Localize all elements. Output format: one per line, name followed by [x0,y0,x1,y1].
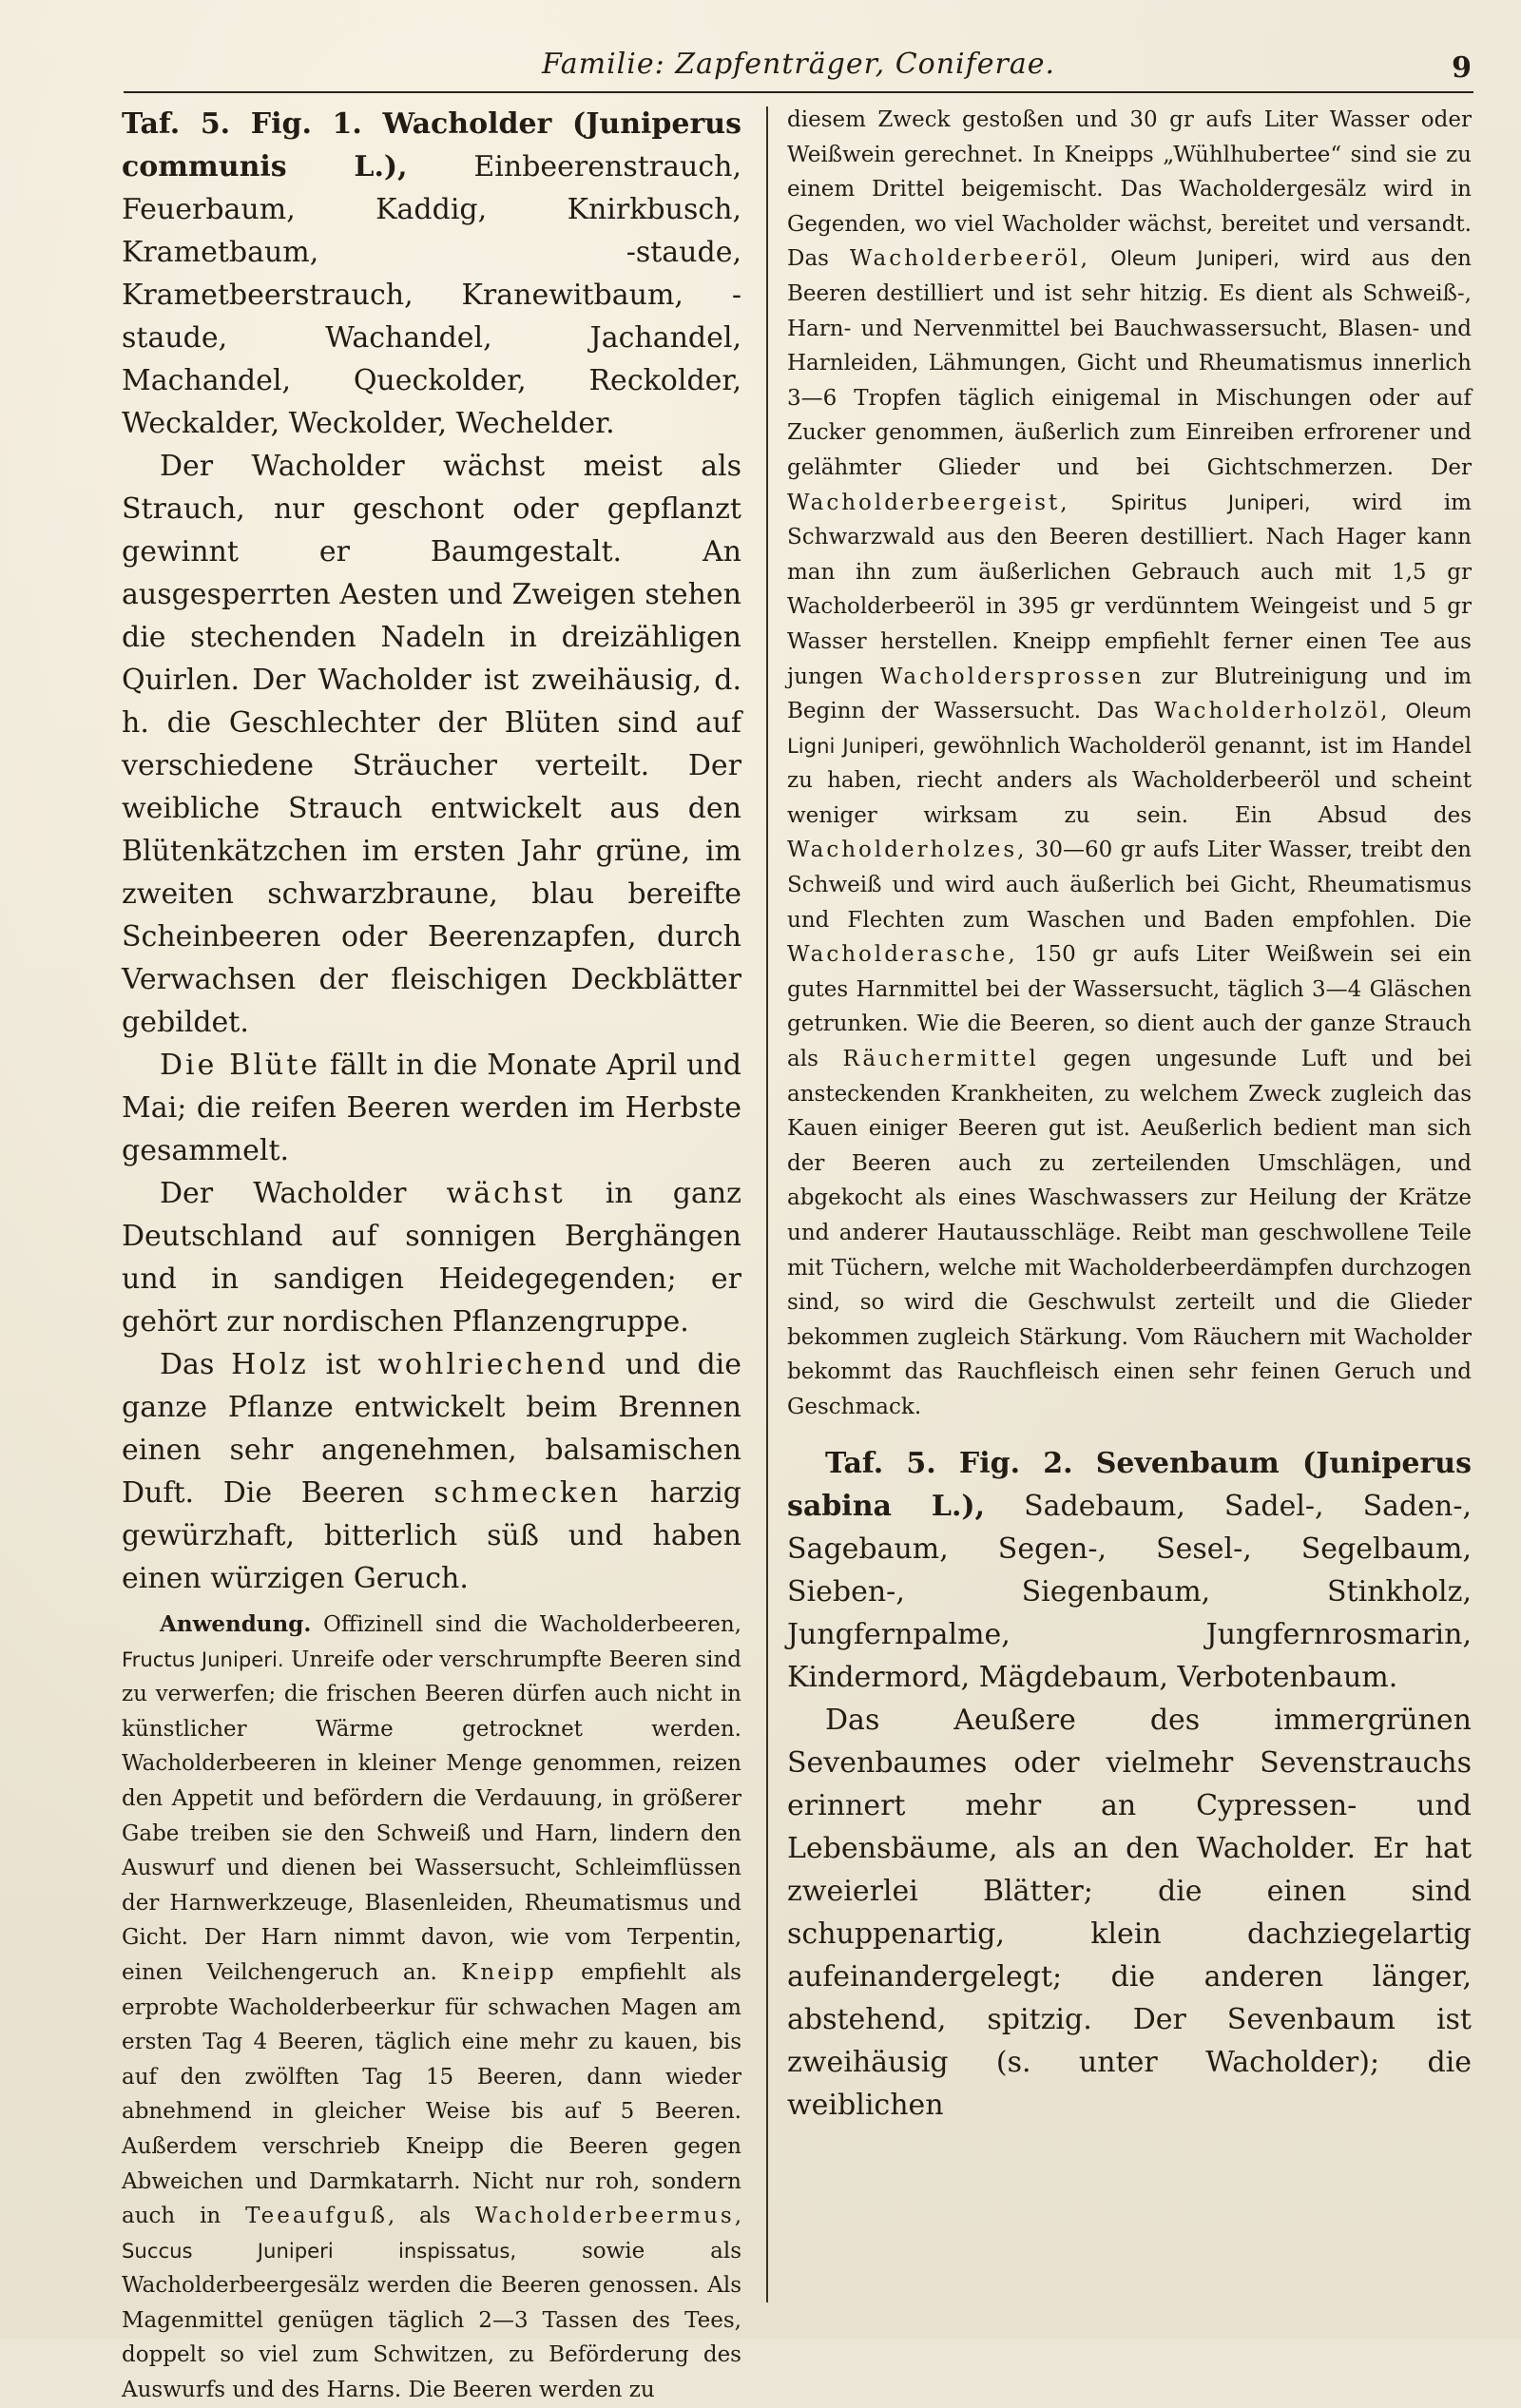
paragraph-text: 150 gr aufs Liter Weißwein sei ein gutes Harnmittel bei der Wassersucht, täglich 3—4 Gläschen getrunken. Wie die Beeren, so dient auch der ganze Strauch als [787,942,1472,1072]
header-rule [124,91,1473,93]
spaced-term: wohlriechend [377,1348,609,1381]
paragraph-bloom [122,1044,741,1172]
running-head [114,42,1483,87]
paragraph-text: fällt in die Monate April und Mai; die reifen Beeren werden im Herbste gesammelt. [122,1049,741,1167]
right-column [787,103,1472,2127]
paragraph-text: wird aus den Beeren destilliert und ist sehr hitzig. Es dient als Schweiß-, Harn- und Nervenmittel bei Bauchwassersucht, Blasen- und Harnleiden, Lähmungen, Gicht und Rheumatismus innerlich 3—6 Tropfen täglich einigemal in Mischungen oder auf Zucker genommen, äußerlich zum Einreiben erfrorener und gelähmter Glieder und bei Gichtschmerzen. Der [787,246,1472,480]
paragraph-appearance: Das Aeußere des immergrünen Sevenbaumes oder vielmehr Sevenstrauchs erinnert mehr an Cypressen- und Lebensbäume, als an den Wacholder. Er hat zweierlei Blätter; die einen sind schuppenartig, klein dachziegelartig aufeinandergelegt; die anderen länger, abstehend, spitzig. Der Sevenbaum ist zweihäusig (s. unter Wacholder); die weiblichen [787,1703,1472,2122]
paragraph-text: sowie als Wacholderbeergesälz werden die Beeren genossen. Als Magenmittel genügen täglich 2—3 Tassen des Tees, doppelt so viel zum Schwitzen, zu Beförderung des Auswurfs und des Harns. Die Beeren werden zu [122,2238,741,2403]
spaced-term: Wacholdersprossen [879,664,1145,689]
left-column [122,103,741,2408]
paragraph-usage [122,1608,741,2408]
paragraph-growth: Der Wacholder wächst meist als Strauch, nur geschont oder gepflanzt gewinnt er Baumgestalt. An ausgesperrten Aesten und Zweigen stehen die stechenden Nadeln in dreizähligen Quirlen. Der Wacholder ist zweihäusig, d. h. die Geschlechter der Blüten sind auf verschiedene Sträucher verteilt. Der weibliche Strauch entwickelt aus den Blütenkätzchen im ersten Jahr grüne, im zweiten schwarzbraune, blau bereifte Scheinbeeren oder Beerenzapfen, durch Verwachsen der fleischigen Deckblätter gebildet. [122,450,741,1039]
paragraph-text: in ganz Deutschland auf sonnigen Berghängen und in sandigen Heidegegenden; er gehört zur nordischen Pflanzengruppe. [122,1177,741,1339]
paragraph-text: empfiehlt als erprobte Wacholderbeerkur für schwachen Magen am ersten Tag 4 Beeren, täglich eine mehr zu kauen, bis auf den zwölften Tag 15 Beeren, dann wieder abnehmend in gleicher Weise bis auf 5 Beeren. Außerdem verschrieb Kneipp die Beeren gegen Abweichen und Darmkatarrh. Nicht nur roh, sondern auch in [122,1959,741,2229]
spaced-term: Wacholderasche, [787,942,1018,968]
paragraph-text: zur Blutreinigung und im Beginn der Wassersucht. Das [787,664,1473,724]
latin-name: Succus Juniperi inspissatus, [122,2238,517,2263]
latin-name: Fructus Juniperi. [122,1647,284,1671]
paragraph-text: 30—60 gr aufs Liter Wasser, treibt den Schweiß und wird auch äußerlich bei Gicht, Rheumatismus und Flechten zum Waschen und Baden empfohlen. Die [787,838,1472,933]
paragraph-text: Unreife oder verschrumpfte Beeren sind zu verwerfen; die frischen Beeren dürfen auch nicht in künstlicher Wärme getrocknet werden. Wacholderbeeren in kleiner Menge genommen, reizen den Appetit und befördern die Verdauung, in größerer Gabe treiben sie den Schweiß und Harn, lindern den Auswurf und dienen bei Wassersucht, Schleimflüssen der Harnwerkzeuge, Blasenleiden, Rheumatismus und Gicht. Der Harn nimmt davon, wie vom Terpentin, einen Veilchengeruch an. [122,1647,741,1985]
paragraph-text: Das [160,1348,232,1381]
spaced-term: Wacholderbeergeist, [787,490,1070,515]
entry-sevenbaum-heading [787,1442,1472,1699]
spaced-term: Wacholderbeeröl, [849,246,1090,272]
latin-name: Spiritus Juniperi, [1069,490,1311,514]
paragraph-wood [122,1343,741,1600]
running-title: Familie: Zapfenträger, Coniferae. [541,48,1056,81]
spaced-term: schmecken [433,1476,622,1510]
spaced-term: Wacholderholzöl, [1154,699,1391,724]
spaced-term: Wacholderholzes, [787,838,1028,863]
paragraph-text: harzig gewürzhaft, bitterlich süß und haben einen würzigen Geruch. [122,1476,741,1595]
paragraph-habitat [122,1172,741,1343]
paragraph-text: gegen ungesunde Luft und bei ansteckenden Krankheiten, zu welchem Zweck zugleich das Kauen einiger Beeren gut ist. Aeußerlich bedient man sich der Beeren auch zu zerteilenden Umschlägen, und abgekocht als eines Waschwassers zur Heilung der Krätze und anderer Hautausschläge. Reibt man geschwollene Teile mit Tüchern, welche mit Wacholderbeerdämpfen durchzogen sind, so wird die Geschwulst zerteilt und die Glieder bekommen zugleich Stärkung. Vom Räuchern mit Wacholder bekommt das Rauchfleisch einen sehr feinen Geruch und Geschmack. [787,1047,1472,1419]
paragraph-text: ist [308,1348,378,1381]
paragraph-text: diesem Zweck gestoßen und 30 gr aufs Liter Wasser oder Weißwein gerechnet. In Kneipps „Wühlhubertee“ sind sie zu einem Drittel beigemischt. Das Wacholdergesälz wird in Gegenden, wo viel Wacholder wächst, bereitet und versandt. Das [787,107,1472,272]
spaced-term: wächst [446,1177,566,1210]
section-lead: Anwendung. [160,1611,312,1637]
paragraph-text: und die ganze Pflanze entwickelt beim Brennen einen sehr angenehmen, balsamischen Duft. Die Beeren [122,1348,741,1510]
spaced-term: Teeaufguß [245,2204,388,2229]
paragraph-text: wird im Schwarzwald aus den Beeren destilliert. Nach Hager kann man ihn zum äußerlichen Gebrauch auch mit 1,5 gr Wacholderbeeröl in 395 gr verdünntem Weingeist und 5 gr Wasser herstellen. Kneipp empfiehlt ferner einen Tee aus jungen [787,490,1472,689]
paragraph-usage-continued [787,103,1472,1425]
entry-lead: Taf. 5. Fig. 2. Sevenbaum (Juniperus sabina L.), [787,1446,1472,1523]
synonyms-text: Einbeerenstrauch, Feuerbaum, Kaddig, Knirkbusch, Krametbaum, -staude, Krametbeerstrauch, Kranewitbaum, -staude, Wachandel, Jachandel, Machandel, Queckolder, Reckolder, Weckalder, Weckolder, Wechelder. [122,150,741,440]
column-divider [766,106,768,2302]
paragraph-text: , [734,2204,741,2229]
entry-lead: Taf. 5. Fig. 1. Wacholder (Juniperus communis L.), [122,107,741,183]
spaced-term: Die Blüte [160,1049,321,1082]
spaced-term: Kneipp [461,1959,557,1985]
paragraph-text: , als [387,2204,475,2229]
entry-wacholder-heading [122,103,741,445]
latin-name: Oleum Ligni Juniperi, [787,699,1472,758]
page-number: 9 [1452,51,1472,85]
spaced-term: Wacholderbeermus [474,2204,735,2229]
paragraph-text: Der Wacholder [160,1177,447,1210]
spaced-term: Räuchermittel [842,1047,1039,1072]
paragraph-text: Offizinell sind die Wacholderbeeren, [311,1612,741,1637]
synonyms-text: Sadebaum, Sadel-, Saden-, Sagebaum, Segen-, Sesel-, Segelbaum, Sieben-, Siegenbaum, Stinkholz, Jungfernpalme, Jungfernrosmarin, Kindermord, Mägdebaum, Verbotenbaum. [787,1489,1473,1694]
latin-name: Oleum Juniperi, [1089,246,1280,271]
paragraph-text: gewöhnlich Wacholderöl genannt, ist im Handel zu haben, riecht anders als Wacholderbeeröl und scheint weniger wirksam zu sein. Ein Absud des [787,733,1472,828]
spaced-term: Holz [231,1348,309,1381]
